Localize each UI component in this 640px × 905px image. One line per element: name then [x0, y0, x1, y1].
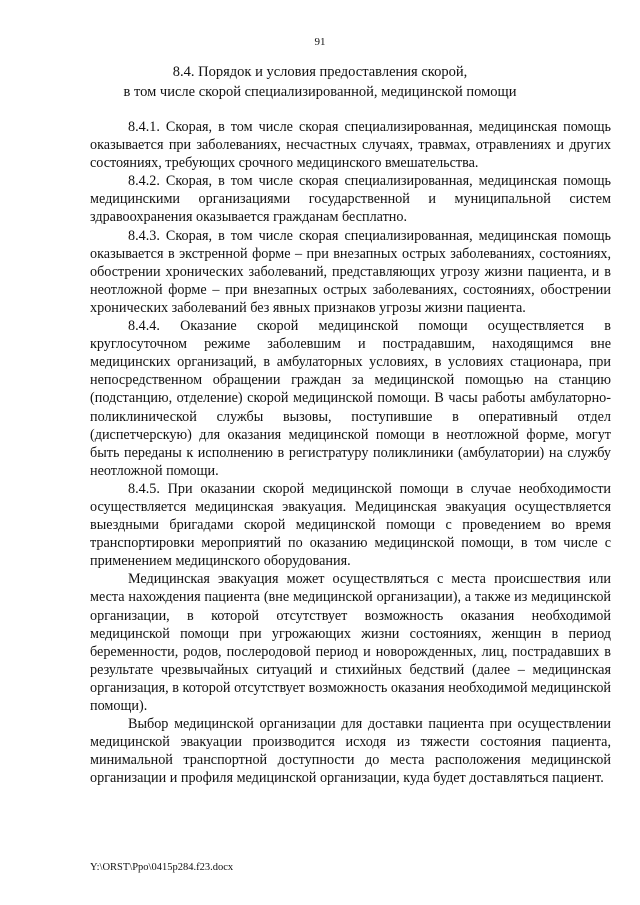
heading-line-2: в том числе скорой специализированной, медицинской помощи — [123, 84, 517, 100]
paragraph-8-4-2: 8.4.2. Скорая, в том числе скорая специализированная, медицинская помощь медицинскими организациями государственной и муниципальной систем здравоохранения оказывается гражданам бесплатно. — [90, 173, 611, 226]
heading-line-1: 8.4. Порядок и условия предоставления скорой, — [172, 64, 468, 80]
paragraph-8-4-1: 8.4.1. Скорая, в том числе скорая специализированная, медицинская помощь оказывается при заболеваниях, несчастных случаях, травмах, отравлениях и других состояниях, требующих срочного медицинского вмешательства. — [90, 119, 611, 172]
paragraph-evacuation: Медицинская эвакуация может осуществляться с места происшествия или места нахождения пациента (вне медицинской организации), а также из медицинской организации, в которой отсутствует возможность оказания необходимой медицинской помощи при угрожающих жизни состояниях, женщин в период беременности, родов, послеродовой период и новорожденных, лиц, пострадавших в результате чрезвычайных ситуаций и стихийных бедствий (далее – медицинская организация, в которой отсутствует возможность оказания необходимой медицинской помощи). — [90, 571, 611, 714]
section-heading — [90, 62, 550, 102]
paragraph-8-4-4: 8.4.4. Оказание скорой медицинской помощи осуществляется в круглосуточном режиме заболевшим и пострадавшим, находящимся вне медицинских организаций, в амбулаторных условиях, в условиях стационара, при непосредственном обращении граждан за медицинской помощью на станцию (подстанцию, отделение) скорой медицинской помощи. В часы работы амбулаторно-поликлинической службы вызовы, поступившие в оперативный отдел (диспетчерскую) для оказания медицинской помощи в неотложной форме, могут быть переданы к исполнению в регистратуру поликлиники (амбулатории) на службу неотложной помощи. — [90, 318, 611, 479]
paragraph-8-4-3: 8.4.3. Скорая, в том числе скорая специализированная, медицинская помощь оказывается в экстренной форме – при внезапных острых заболеваниях, состояниях, обострении хронических заболеваний, представляющих угрозу жизни пациента, и в неотложной форме – при внезапных острых заболеваниях, состояниях, обострении хронических заболеваний без явных признаков угрозы жизни пациента. — [90, 227, 611, 316]
document-body — [90, 118, 611, 787]
paragraph-organization-choice: Выбор медицинской организации для доставки пациента при осуществлении медицинской эвакуации производится исходя из тяжести состояния пациента, минимальной транспортной доступности до места расположения медицинской организации и профиля медицинской организации, куда будет доставляться пациент. — [90, 716, 611, 787]
file-path-footer: Y:\ORST\Ppo\0415p284.f23.docx — [90, 862, 234, 873]
page-number: 91 — [314, 36, 326, 48]
paragraph-8-4-5: 8.4.5. При оказании скорой медицинской помощи в случае необходимости осуществляется медицинская эвакуация. Медицинская эвакуация осуществляется выездными бригадами скорой медицинской помощи с проведением во время транспортировки мероприятий по оказанию медицинской помощи, в том числе с применением медицинского оборудования. — [90, 480, 611, 570]
